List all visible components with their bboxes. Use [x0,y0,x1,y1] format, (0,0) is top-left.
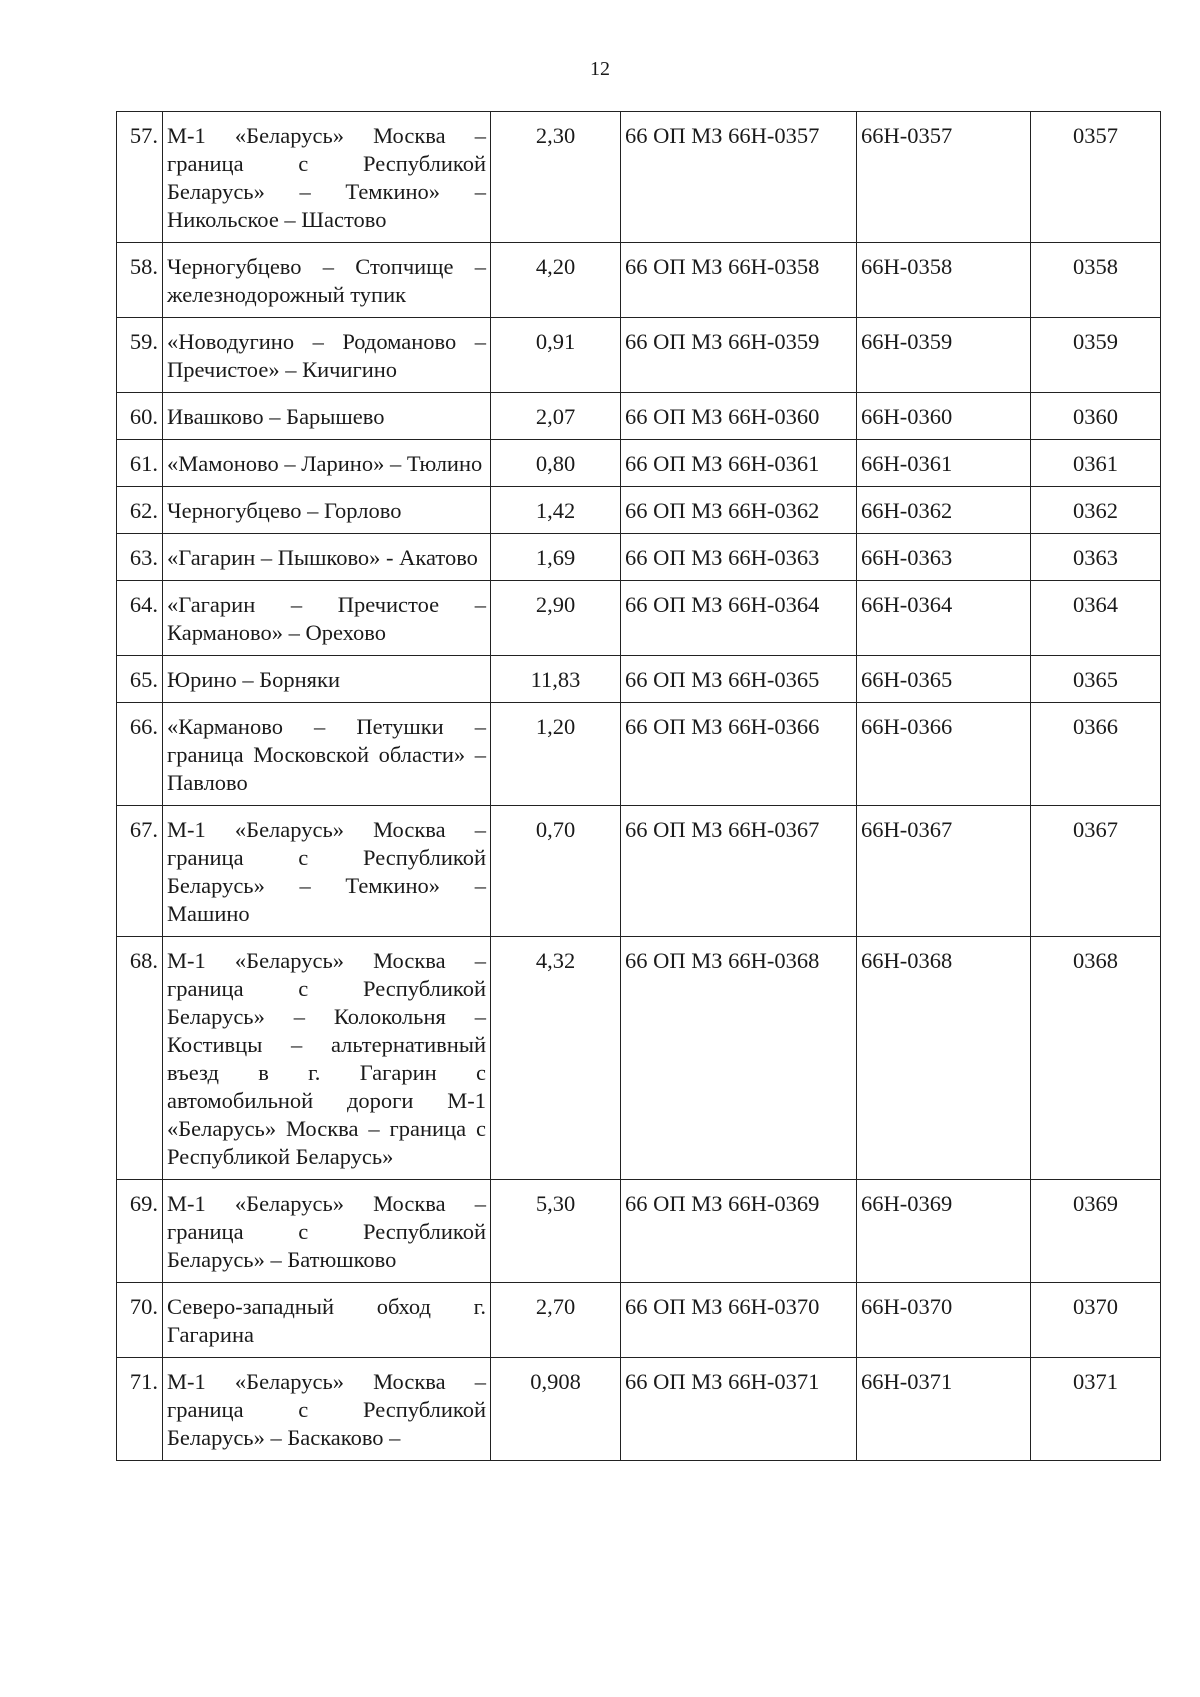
row-number: 69. [117,1180,163,1283]
road-name: «Карманово – Петушки – граница Московской области» – Павлово [163,703,491,806]
table-row [117,1283,1161,1358]
road-registry-number: 66Н-0358 [857,243,1031,318]
road-length: 2,07 [491,393,621,440]
road-short-number: 0369 [1031,1180,1161,1283]
road-identifier: 66 ОП МЗ 66Н-0364 [621,581,857,656]
table-row [117,487,1161,534]
road-name: Черногубцево – Горлово [163,487,491,534]
road-length: 2,70 [491,1283,621,1358]
table-row [117,806,1161,937]
row-number: 59. [117,318,163,393]
road-name: Юрино – Борняки [163,656,491,703]
road-registry-number: 66Н-0360 [857,393,1031,440]
table-row [117,534,1161,581]
road-registry-number: 66Н-0371 [857,1358,1031,1461]
road-length: 1,20 [491,703,621,806]
road-registry-number: 66Н-0361 [857,440,1031,487]
row-number: 71. [117,1358,163,1461]
road-identifier: 66 ОП МЗ 66Н-0367 [621,806,857,937]
table-row [117,703,1161,806]
road-length: 2,30 [491,112,621,243]
road-identifier: 66 ОП МЗ 66Н-0369 [621,1180,857,1283]
road-identifier: 66 ОП МЗ 66Н-0357 [621,112,857,243]
table-row [117,393,1161,440]
road-short-number: 0357 [1031,112,1161,243]
road-length: 0,91 [491,318,621,393]
row-number: 57. [117,112,163,243]
road-registry-number: 66Н-0357 [857,112,1031,243]
road-registry-number: 66Н-0362 [857,487,1031,534]
road-length: 0,908 [491,1358,621,1461]
road-name: Черногубцево – Стопчище – железнодорожный тупик [163,243,491,318]
row-number: 65. [117,656,163,703]
table-row [117,581,1161,656]
road-short-number: 0367 [1031,806,1161,937]
road-identifier: 66 ОП МЗ 66Н-0361 [621,440,857,487]
road-identifier: 66 ОП МЗ 66Н-0366 [621,703,857,806]
table-row [117,112,1161,243]
road-length: 1,42 [491,487,621,534]
road-registry-number: 66Н-0369 [857,1180,1031,1283]
road-short-number: 0366 [1031,703,1161,806]
road-short-number: 0363 [1031,534,1161,581]
road-registry-number: 66Н-0364 [857,581,1031,656]
road-length: 0,70 [491,806,621,937]
road-name: «Мамоново – Ларино» – Тюлино [163,440,491,487]
road-short-number: 0368 [1031,937,1161,1180]
road-name: Ивашково – Барышево [163,393,491,440]
road-length: 11,83 [491,656,621,703]
road-length: 5,30 [491,1180,621,1283]
row-number: 70. [117,1283,163,1358]
road-short-number: 0359 [1031,318,1161,393]
road-name: М-1 «Беларусь» Москва – граница с Республикой Беларусь» – Батюшково [163,1180,491,1283]
road-short-number: 0365 [1031,656,1161,703]
table-row [117,937,1161,1180]
table-row [117,1180,1161,1283]
road-identifier: 66 ОП МЗ 66Н-0359 [621,318,857,393]
road-registry-number: 66Н-0366 [857,703,1031,806]
road-registry-number: 66Н-0365 [857,656,1031,703]
road-registry-number: 66Н-0370 [857,1283,1031,1358]
road-identifier: 66 ОП МЗ 66Н-0371 [621,1358,857,1461]
road-short-number: 0360 [1031,393,1161,440]
road-name: «Новодугино – Родоманово – Пречистое» – Кичигино [163,318,491,393]
row-number: 66. [117,703,163,806]
row-number: 67. [117,806,163,937]
road-length: 4,20 [491,243,621,318]
road-short-number: 0358 [1031,243,1161,318]
road-short-number: 0362 [1031,487,1161,534]
road-name: М-1 «Беларусь» Москва – граница с Республикой Беларусь» – Темкино» – Никольское – Шастово [163,112,491,243]
road-name: Северо-западный обход г. Гагарина [163,1283,491,1358]
road-identifier: 66 ОП МЗ 66Н-0363 [621,534,857,581]
road-name: М-1 «Беларусь» Москва – граница с Республикой Беларусь» – Темкино» – Машино [163,806,491,937]
row-number: 68. [117,937,163,1180]
road-name: М-1 «Беларусь» Москва – граница с Республикой Беларусь» – Колокольня – Костивцы – альтернативный въезд в г. Гагарин с автомобильной дороги М-1 «Беларусь» Москва – граница с Республикой Беларусь» [163,937,491,1180]
road-identifier: 66 ОП МЗ 66Н-0365 [621,656,857,703]
row-number: 58. [117,243,163,318]
road-length: 0,80 [491,440,621,487]
road-identifier: 66 ОП МЗ 66Н-0370 [621,1283,857,1358]
road-name: «Гагарин – Пышково» - Акатово [163,534,491,581]
row-number: 63. [117,534,163,581]
row-number: 61. [117,440,163,487]
road-registry-number: 66Н-0359 [857,318,1031,393]
road-short-number: 0364 [1031,581,1161,656]
road-length: 4,32 [491,937,621,1180]
row-number: 60. [117,393,163,440]
roads-table-body [117,112,1161,1461]
road-registry-number: 66Н-0368 [857,937,1031,1180]
road-short-number: 0371 [1031,1358,1161,1461]
table-row [117,656,1161,703]
road-length: 1,69 [491,534,621,581]
table-row [117,243,1161,318]
road-registry-number: 66Н-0363 [857,534,1031,581]
table-row [117,1358,1161,1461]
road-name: М-1 «Беларусь» Москва – граница с Республикой Беларусь» – Баскаково – [163,1358,491,1461]
road-short-number: 0361 [1031,440,1161,487]
road-registry-number: 66Н-0367 [857,806,1031,937]
road-short-number: 0370 [1031,1283,1161,1358]
row-number: 64. [117,581,163,656]
road-identifier: 66 ОП МЗ 66Н-0360 [621,393,857,440]
road-identifier: 66 ОП МЗ 66Н-0368 [621,937,857,1180]
road-identifier: 66 ОП МЗ 66Н-0358 [621,243,857,318]
page-number: 12 [590,58,610,80]
table-row [117,318,1161,393]
road-name: «Гагарин – Пречистое – Карманово» – Орехово [163,581,491,656]
roads-table [116,111,1161,1461]
table-row [117,440,1161,487]
road-identifier: 66 ОП МЗ 66Н-0362 [621,487,857,534]
row-number: 62. [117,487,163,534]
road-length: 2,90 [491,581,621,656]
